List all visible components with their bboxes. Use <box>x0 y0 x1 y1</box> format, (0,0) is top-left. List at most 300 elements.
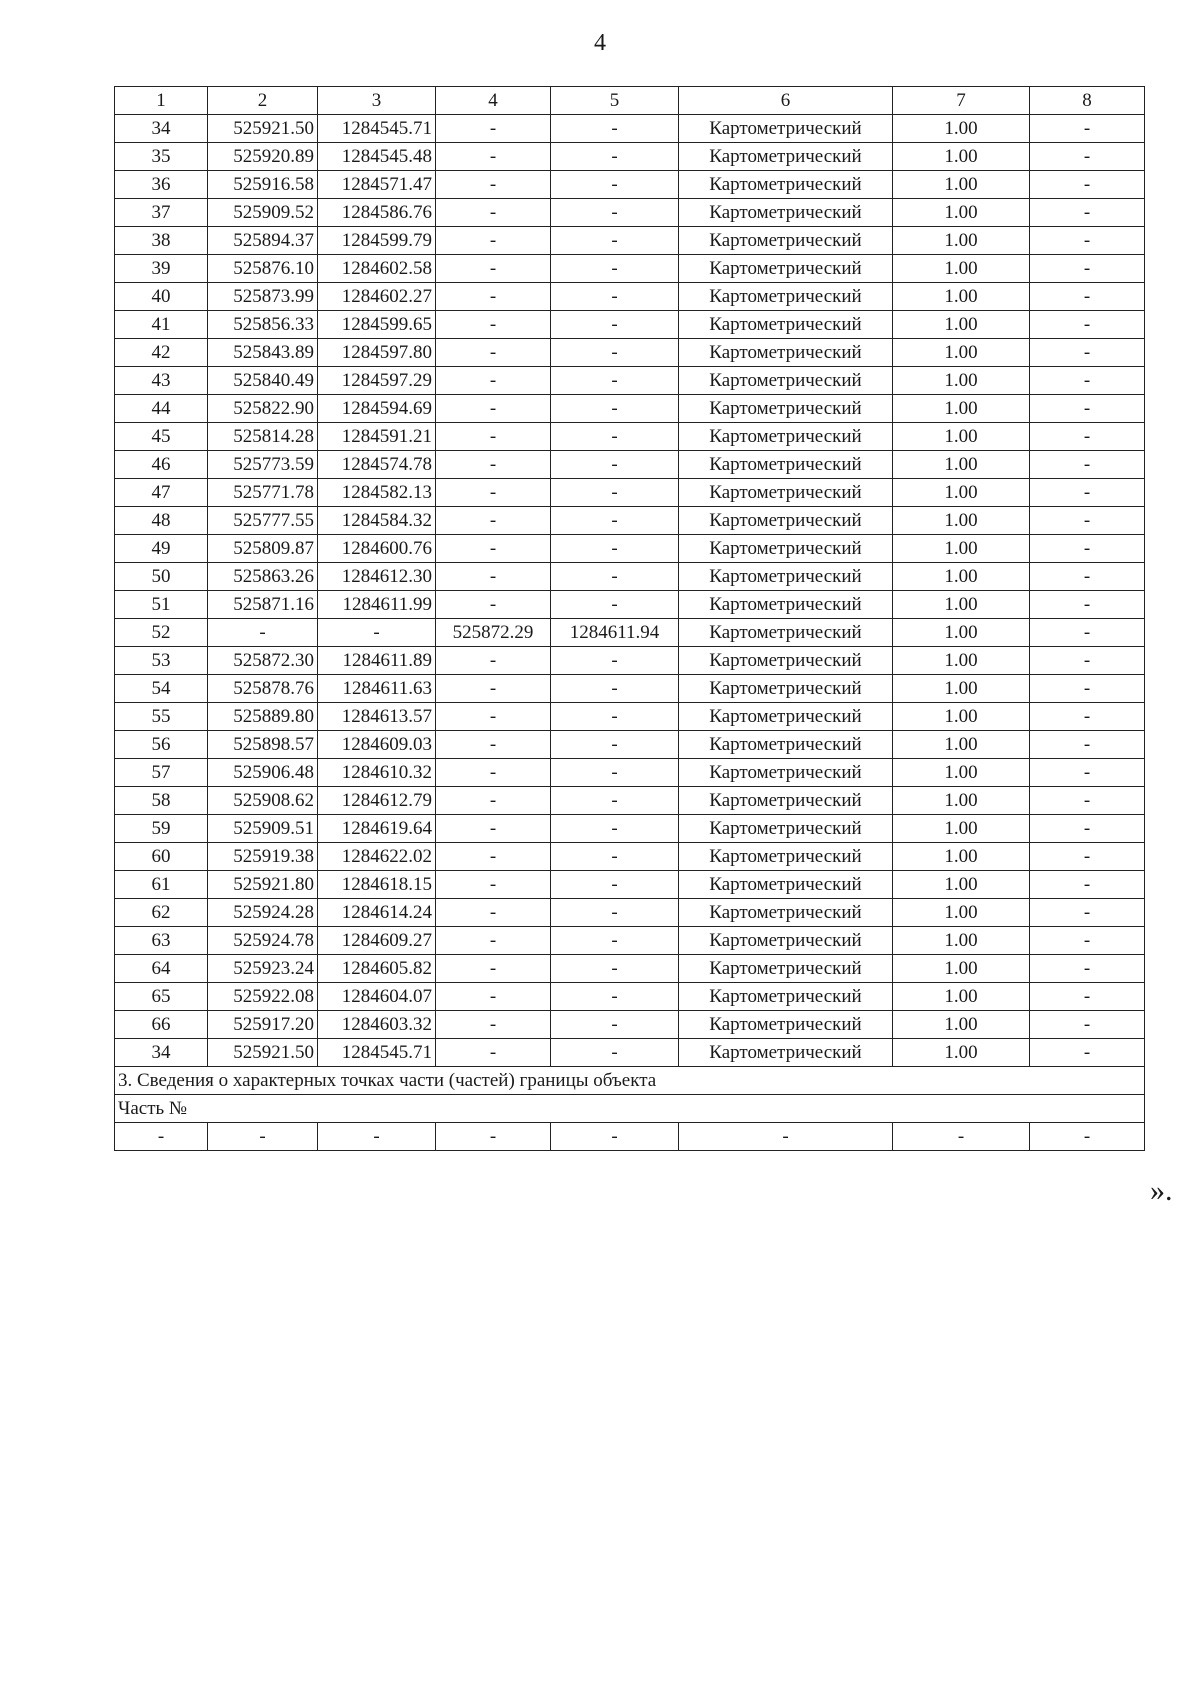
table-cell: - <box>436 1123 551 1151</box>
table-cell: Картометрический <box>679 927 893 955</box>
table-cell: 525906.48 <box>208 759 318 787</box>
table-row <box>115 143 1145 171</box>
table-cell: - <box>436 535 551 563</box>
table-cell: - <box>436 759 551 787</box>
table-cell: Картометрический <box>679 199 893 227</box>
table-cell: 59 <box>115 815 208 843</box>
table-cell: 525909.52 <box>208 199 318 227</box>
table-cell: 41 <box>115 311 208 339</box>
table-cell: 39 <box>115 255 208 283</box>
table-cell: 37 <box>115 199 208 227</box>
table-cell: 525873.99 <box>208 283 318 311</box>
table-cell: - <box>551 955 679 983</box>
table-cell: - <box>436 927 551 955</box>
table-row <box>115 367 1145 395</box>
table-cell: 525922.08 <box>208 983 318 1011</box>
table-cell: 1284612.79 <box>318 787 436 815</box>
table-cell: 525909.51 <box>208 815 318 843</box>
table-cell: - <box>436 675 551 703</box>
table-row <box>115 591 1145 619</box>
table-cell: 48 <box>115 507 208 535</box>
part-label-row <box>115 1095 1145 1123</box>
table-cell: 1.00 <box>893 787 1030 815</box>
table-row <box>115 983 1145 1011</box>
table-row <box>115 675 1145 703</box>
column-header: 8 <box>1030 87 1145 115</box>
table-cell: 525920.89 <box>208 143 318 171</box>
table-cell: - <box>551 563 679 591</box>
table-cell: 1.00 <box>893 1011 1030 1039</box>
table-cell: - <box>436 647 551 675</box>
table-cell: 525924.28 <box>208 899 318 927</box>
table-cell: 525921.80 <box>208 871 318 899</box>
table-cell: 525919.38 <box>208 843 318 871</box>
table-cell: 1284613.57 <box>318 703 436 731</box>
table-cell: 66 <box>115 1011 208 1039</box>
table-cell: Картометрический <box>679 983 893 1011</box>
table-cell: 1284610.32 <box>318 759 436 787</box>
table-cell: - <box>1030 1011 1145 1039</box>
table-cell: 1284612.30 <box>318 563 436 591</box>
page-number: 4 <box>594 30 606 56</box>
table-cell: 1.00 <box>893 283 1030 311</box>
column-header: 6 <box>679 87 893 115</box>
table-cell: - <box>436 143 551 171</box>
table-cell: - <box>551 787 679 815</box>
table-cell: - <box>679 1123 893 1151</box>
table-cell: 1.00 <box>893 731 1030 759</box>
table-cell: 525876.10 <box>208 255 318 283</box>
table-cell: 525921.50 <box>208 1039 318 1067</box>
table-cell: 1284604.07 <box>318 983 436 1011</box>
table-cell: 1.00 <box>893 1039 1030 1067</box>
table-cell: 1284603.32 <box>318 1011 436 1039</box>
table-cell: 1.00 <box>893 591 1030 619</box>
table-cell: Картометрический <box>679 255 893 283</box>
table-cell: - <box>551 171 679 199</box>
table-cell: Картометрический <box>679 227 893 255</box>
table-cell: 34 <box>115 115 208 143</box>
table-cell: - <box>1030 507 1145 535</box>
table-cell: 1284545.48 <box>318 143 436 171</box>
table-cell: - <box>1030 171 1145 199</box>
table-cell: - <box>436 983 551 1011</box>
table-cell: 1284602.27 <box>318 283 436 311</box>
table-cell: - <box>551 479 679 507</box>
table-row <box>115 423 1145 451</box>
table-cell: - <box>1030 311 1145 339</box>
table-cell: - <box>551 535 679 563</box>
table-cell: - <box>1030 423 1145 451</box>
table-cell: - <box>551 451 679 479</box>
table-cell: - <box>1030 871 1145 899</box>
table-cell: - <box>436 899 551 927</box>
table-cell: - <box>1030 143 1145 171</box>
table-cell: 36 <box>115 171 208 199</box>
table-cell: - <box>551 339 679 367</box>
table-cell: 1284594.69 <box>318 395 436 423</box>
table-cell: Картометрический <box>679 899 893 927</box>
table-cell: 1284586.76 <box>318 199 436 227</box>
table-cell: 1.00 <box>893 843 1030 871</box>
table-cell: - <box>551 703 679 731</box>
table-cell: 61 <box>115 871 208 899</box>
table-cell: Картометрический <box>679 647 893 675</box>
table-cell: 525809.87 <box>208 535 318 563</box>
table-row <box>115 227 1145 255</box>
table-row <box>115 563 1145 591</box>
table-cell: 64 <box>115 955 208 983</box>
table-cell: 525878.76 <box>208 675 318 703</box>
table-cell: - <box>436 1011 551 1039</box>
table-cell: 1.00 <box>893 703 1030 731</box>
table-cell: - <box>1030 759 1145 787</box>
table-cell: 1284584.32 <box>318 507 436 535</box>
table-cell: 1284582.13 <box>318 479 436 507</box>
table-cell: - <box>1030 563 1145 591</box>
table-cell: - <box>436 199 551 227</box>
table-cell: 1284597.80 <box>318 339 436 367</box>
table-cell: 53 <box>115 647 208 675</box>
table-row <box>115 507 1145 535</box>
table-cell: - <box>551 843 679 871</box>
table-cell: 55 <box>115 703 208 731</box>
table-cell: 43 <box>115 367 208 395</box>
table-cell: Картометрический <box>679 311 893 339</box>
table-cell: - <box>551 311 679 339</box>
table-cell: 525908.62 <box>208 787 318 815</box>
table-cell: 1284545.71 <box>318 1039 436 1067</box>
table-cell: Картометрический <box>679 1011 893 1039</box>
table-cell: Картометрический <box>679 395 893 423</box>
table-cell: 52 <box>115 619 208 647</box>
table-cell: - <box>436 339 551 367</box>
table-cell: - <box>1030 731 1145 759</box>
table-cell: 35 <box>115 143 208 171</box>
table-cell: - <box>436 255 551 283</box>
table-cell: 1.00 <box>893 647 1030 675</box>
table-cell: - <box>551 423 679 451</box>
table-cell: - <box>1030 227 1145 255</box>
table-cell: 1.00 <box>893 339 1030 367</box>
table-row <box>115 339 1145 367</box>
table-cell: 1.00 <box>893 759 1030 787</box>
table-row <box>115 535 1145 563</box>
table-cell: 65 <box>115 983 208 1011</box>
table-cell: 525924.78 <box>208 927 318 955</box>
table-cell: 1.00 <box>893 955 1030 983</box>
table-cell: - <box>551 367 679 395</box>
table-cell: 1.00 <box>893 423 1030 451</box>
table-cell: 60 <box>115 843 208 871</box>
table-cell: 1.00 <box>893 871 1030 899</box>
table-cell: - <box>551 675 679 703</box>
table-cell: 47 <box>115 479 208 507</box>
table-cell: Картометрический <box>679 507 893 535</box>
table-row <box>115 787 1145 815</box>
table-cell: Картометрический <box>679 759 893 787</box>
section-title: 3. Сведения о характерных точках части (частей) границы объекта <box>115 1067 1145 1095</box>
table-row <box>115 115 1145 143</box>
table-cell: - <box>1030 395 1145 423</box>
table-cell: - <box>551 283 679 311</box>
table-cell: 525777.55 <box>208 507 318 535</box>
table-cell: - <box>1030 1039 1145 1067</box>
table-cell: 46 <box>115 451 208 479</box>
part-label: Часть № <box>115 1095 1145 1123</box>
table-cell: - <box>436 283 551 311</box>
table-cell: - <box>1030 619 1145 647</box>
table-cell: 525872.30 <box>208 647 318 675</box>
table-cell: 49 <box>115 535 208 563</box>
table-cell: 1.00 <box>893 535 1030 563</box>
table-cell: - <box>551 1123 679 1151</box>
table-cell: 525889.80 <box>208 703 318 731</box>
table-cell: 1284614.24 <box>318 899 436 927</box>
table-cell: - <box>1030 787 1145 815</box>
table-cell: - <box>551 1039 679 1067</box>
table-cell: - <box>436 563 551 591</box>
table-cell: - <box>1030 843 1145 871</box>
table-cell: 57 <box>115 759 208 787</box>
table-row <box>115 171 1145 199</box>
section-title-row <box>115 1067 1145 1095</box>
column-header: 2 <box>208 87 318 115</box>
table-cell: - <box>208 619 318 647</box>
table-cell: - <box>1030 899 1145 927</box>
table-cell: - <box>436 227 551 255</box>
table-row <box>115 871 1145 899</box>
table-cell: - <box>436 171 551 199</box>
table-cell: 56 <box>115 731 208 759</box>
table-cell: - <box>551 647 679 675</box>
table-cell: 1.00 <box>893 899 1030 927</box>
table-cell: - <box>436 871 551 899</box>
table-cell: - <box>551 115 679 143</box>
table-cell: 1.00 <box>893 395 1030 423</box>
table-row <box>115 1011 1145 1039</box>
column-number-row <box>115 87 1145 115</box>
table-cell: 525872.29 <box>436 619 551 647</box>
table-cell: - <box>436 787 551 815</box>
table-cell: - <box>1030 339 1145 367</box>
table-cell: 1284605.82 <box>318 955 436 983</box>
table-cell: 525923.24 <box>208 955 318 983</box>
table-cell: - <box>551 199 679 227</box>
table-cell: 525856.33 <box>208 311 318 339</box>
table-cell: - <box>1030 955 1145 983</box>
table-cell: Картометрический <box>679 955 893 983</box>
table-cell: Картометрический <box>679 143 893 171</box>
table-cell: 62 <box>115 899 208 927</box>
table-cell: - <box>436 955 551 983</box>
table-cell: - <box>551 983 679 1011</box>
table-cell: - <box>1030 451 1145 479</box>
empty-part-row <box>115 1123 1145 1151</box>
table-cell: 1284609.03 <box>318 731 436 759</box>
table-cell: - <box>1030 1123 1145 1151</box>
table-cell: - <box>1030 591 1145 619</box>
closing-quote-mark: ». <box>1150 1174 1173 1207</box>
table-cell: 1284545.71 <box>318 115 436 143</box>
table-cell: - <box>551 591 679 619</box>
table-cell: - <box>115 1123 208 1151</box>
table-cell: 1284611.99 <box>318 591 436 619</box>
table-row <box>115 759 1145 787</box>
table-cell: Картометрический <box>679 843 893 871</box>
table-cell: - <box>551 227 679 255</box>
table-cell: - <box>1030 983 1145 1011</box>
table-cell: 1284622.02 <box>318 843 436 871</box>
table-cell: Картометрический <box>679 871 893 899</box>
table-cell: - <box>1030 255 1145 283</box>
table-cell: Картометрический <box>679 703 893 731</box>
table-cell: - <box>436 423 551 451</box>
table-cell: - <box>551 143 679 171</box>
table-cell: 63 <box>115 927 208 955</box>
table-cell: Картометрический <box>679 339 893 367</box>
table-cell: 54 <box>115 675 208 703</box>
table-cell: - <box>208 1123 318 1151</box>
table-cell: - <box>1030 479 1145 507</box>
table-cell: - <box>551 1011 679 1039</box>
table-cell: Картометрический <box>679 479 893 507</box>
table-cell: Картометрический <box>679 675 893 703</box>
table-cell: Картометрический <box>679 815 893 843</box>
table-cell: Картометрический <box>679 591 893 619</box>
table-cell: - <box>436 311 551 339</box>
table-cell: Картометрический <box>679 171 893 199</box>
table-cell: - <box>551 731 679 759</box>
table-row <box>115 927 1145 955</box>
table-cell: 1.00 <box>893 815 1030 843</box>
table-cell: 38 <box>115 227 208 255</box>
table-cell: - <box>1030 675 1145 703</box>
table-cell: - <box>436 451 551 479</box>
table-cell: 1.00 <box>893 367 1030 395</box>
table-cell: 1284571.47 <box>318 171 436 199</box>
table-row <box>115 451 1145 479</box>
table-cell: 51 <box>115 591 208 619</box>
table-cell: 1284599.79 <box>318 227 436 255</box>
table-cell: - <box>1030 535 1145 563</box>
table-row <box>115 1039 1145 1067</box>
table-row <box>115 955 1145 983</box>
column-header: 1 <box>115 87 208 115</box>
table-row <box>115 395 1145 423</box>
column-header: 5 <box>551 87 679 115</box>
table-cell: 1284618.15 <box>318 871 436 899</box>
table-row <box>115 703 1145 731</box>
table-cell: 1284611.89 <box>318 647 436 675</box>
table-cell: - <box>893 1123 1030 1151</box>
table-cell: Картометрический <box>679 367 893 395</box>
table-cell: 1.00 <box>893 255 1030 283</box>
table-row <box>115 647 1145 675</box>
table-cell: 40 <box>115 283 208 311</box>
table-cell: 525814.28 <box>208 423 318 451</box>
table-cell: - <box>436 479 551 507</box>
table-cell: - <box>1030 927 1145 955</box>
table-cell: Картометрический <box>679 423 893 451</box>
table-cell: 1284600.76 <box>318 535 436 563</box>
table-cell: - <box>551 507 679 535</box>
table-row <box>115 815 1145 843</box>
table-row <box>115 255 1145 283</box>
table-cell: 525863.26 <box>208 563 318 591</box>
table-cell: 1284609.27 <box>318 927 436 955</box>
table-cell: 1284602.58 <box>318 255 436 283</box>
table-row <box>115 283 1145 311</box>
table-cell: 1.00 <box>893 927 1030 955</box>
table-cell: - <box>436 367 551 395</box>
table-cell: 1.00 <box>893 143 1030 171</box>
table-cell: 1.00 <box>893 199 1030 227</box>
table-cell: 525773.59 <box>208 451 318 479</box>
table-cell: 1.00 <box>893 171 1030 199</box>
table-cell: 1.00 <box>893 619 1030 647</box>
table-cell: 1.00 <box>893 983 1030 1011</box>
table-cell: 1.00 <box>893 115 1030 143</box>
table-cell: - <box>436 115 551 143</box>
table-cell: - <box>1030 647 1145 675</box>
table-cell: - <box>1030 283 1145 311</box>
table-row <box>115 311 1145 339</box>
table-cell: Картометрический <box>679 787 893 815</box>
table-cell: - <box>1030 115 1145 143</box>
table-cell: Картометрический <box>679 731 893 759</box>
table-cell: 525916.58 <box>208 171 318 199</box>
table-cell: Картометрический <box>679 563 893 591</box>
table-cell: 1284611.94 <box>551 619 679 647</box>
table-cell: - <box>436 731 551 759</box>
table-cell: 1.00 <box>893 451 1030 479</box>
table-cell: - <box>551 899 679 927</box>
coordinates-table <box>114 86 1145 1151</box>
table-cell: 42 <box>115 339 208 367</box>
table-cell: 44 <box>115 395 208 423</box>
table-row <box>115 199 1145 227</box>
table-cell: - <box>436 843 551 871</box>
table-cell: - <box>436 1039 551 1067</box>
table-cell: 525771.78 <box>208 479 318 507</box>
table-cell: - <box>318 1123 436 1151</box>
table-cell: 58 <box>115 787 208 815</box>
table-row <box>115 619 1145 647</box>
table-cell: 1284599.65 <box>318 311 436 339</box>
table-cell: - <box>551 395 679 423</box>
table-cell: - <box>436 703 551 731</box>
table-cell: - <box>1030 199 1145 227</box>
table-row <box>115 843 1145 871</box>
table-cell: - <box>436 591 551 619</box>
table-cell: Картометрический <box>679 451 893 479</box>
points-rows <box>115 115 1145 1067</box>
table-cell: 525843.89 <box>208 339 318 367</box>
table-cell: 1.00 <box>893 311 1030 339</box>
table-cell: 1.00 <box>893 563 1030 591</box>
table-cell: - <box>1030 367 1145 395</box>
table-cell: 525871.16 <box>208 591 318 619</box>
table-cell: - <box>318 619 436 647</box>
table-cell: Картометрический <box>679 283 893 311</box>
table-cell: - <box>551 815 679 843</box>
table-cell: - <box>551 871 679 899</box>
table-cell: 1.00 <box>893 675 1030 703</box>
table-cell: - <box>436 507 551 535</box>
table-cell: 50 <box>115 563 208 591</box>
table-cell: Картометрический <box>679 1039 893 1067</box>
